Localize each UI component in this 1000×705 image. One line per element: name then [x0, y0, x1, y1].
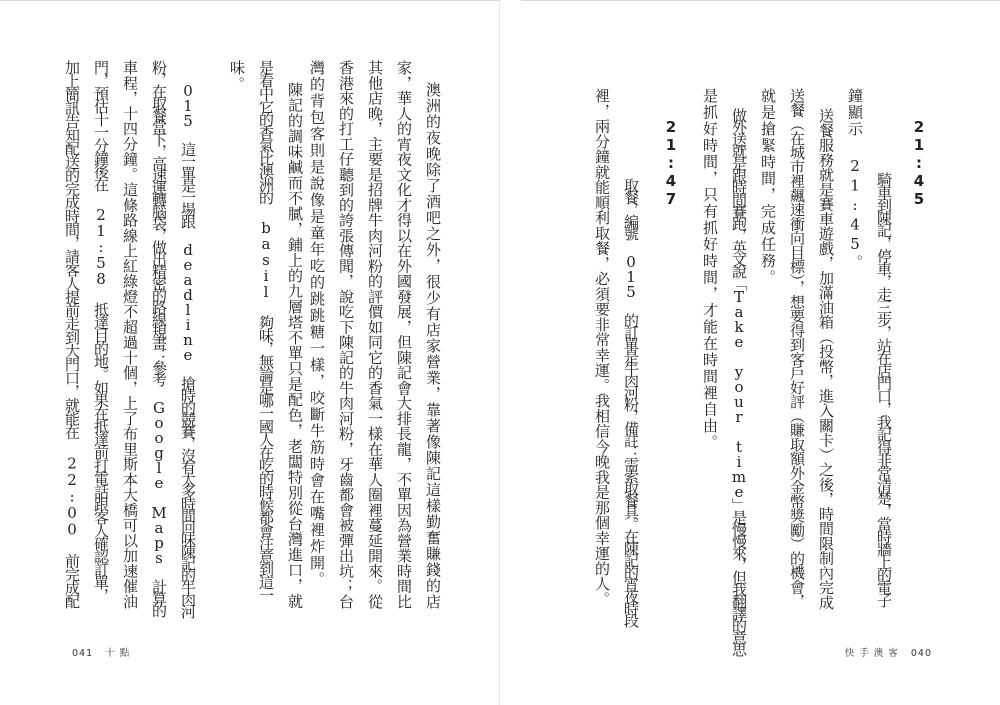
page-footer: [845, 645, 932, 659]
text-column: 其他店晚，主要是招牌牛肉河粉的評價如同它的香氣一樣在華人圈裡蔓延開來。從: [366, 60, 384, 609]
text-column: 送餐服務就是賽車遊戲，加滿油箱（投幣，進入關卡）之後，時間限制內完成: [817, 108, 835, 610]
text-column: 粉，在取餐當下，高速運轉腦袋，做出精密的路線規畫：參考 Google Maps 計算的: [150, 60, 168, 615]
text-column: 就是搶緊時間，完成任務。: [759, 88, 777, 286]
top-rule: [521, 0, 1000, 1]
text-column: 香港來的打工仔聽到的誇張傳聞，說吃下陳記的牛肉河粉，牙齒都會被彈出坑；台: [337, 60, 355, 609]
text-column: 取餐，編號 015 的訂單是牛肉河粉，備註：需索取餐具。在陳記的宵夜時段: [622, 178, 640, 625]
running-head: 十 點: [105, 648, 131, 659]
time-heading: 21:45: [910, 118, 928, 208]
text-column: 是抓好時間，只有抓好時間，才能在時間裡自由。: [701, 88, 719, 451]
right-page: [500, 0, 1000, 705]
running-head: 快 手 澳 客: [844, 648, 899, 659]
page-footer: [72, 645, 130, 659]
text-column: 車程，十四分鐘。這條路線上紅綠燈不超過十個，上了布里斯本大橋可以加速催油: [121, 60, 139, 609]
top-rule: [0, 0, 500, 1]
text-column: 騎車到陳記，停車，走三步，站在店門口，我記得非常清楚，當時牆上的電子: [875, 172, 893, 606]
text-column: 澳洲的夜晚除了酒吧之外，很少有店家營業，靠著像陳記這樣勤奮賺錢的店: [424, 82, 442, 610]
text-column: 鐘顯示 21:45。: [846, 88, 864, 271]
text-column: 家，華人的宵夜文化才得以在外國發展，但陳記會大排長龍，不單因為營業時間比: [395, 60, 413, 609]
time-heading: 21:47: [662, 118, 680, 208]
text-column: 門，預估十一分鐘後在 21:58 抵達目的地。如果在抵達前打電話跟客人確認訂單，: [92, 60, 110, 601]
text-column: 裡，兩分鐘就能順利取餐，必須要非常幸運。我相信今晚我是那個幸運的人。: [593, 88, 611, 607]
text-column: 是看中它的香氣比澳洲的 basil 夠味，無論是哪一國人在吃的時候都會注意到這一: [257, 60, 275, 601]
text-column: 015 這一單是一場跟 deadline 搶時的競賽，沒有太多時間回味陳記的牛肉河: [179, 82, 197, 616]
text-column: 做外送就是跟時間賽跑，英文說「Take your time」是慢慢來，但我翻譯的意思: [730, 108, 748, 654]
text-column: 灣的背包客則是說像是童年吃的跳跳糖一樣，咬斷牛筋時會在嘴裡炸開。: [308, 60, 326, 588]
page-number: 041: [72, 648, 94, 659]
text-column: 陳記的調味鹹而不膩，鋪上的九層塔不單只是配色，老闆特別從台灣進口，就: [286, 82, 304, 609]
text-column: 加上簡訊告知配送的完成時間，請客人提前走到大門口，就能在 22:00 前完成配: [63, 60, 81, 608]
text-column: 送餐（在城市裡飆速衝向目標），想要得到客戶好評（賺取額外金幣獎勵）的機會，: [788, 88, 806, 608]
text-column: 味。: [228, 60, 246, 93]
page-number: 040: [910, 648, 932, 659]
